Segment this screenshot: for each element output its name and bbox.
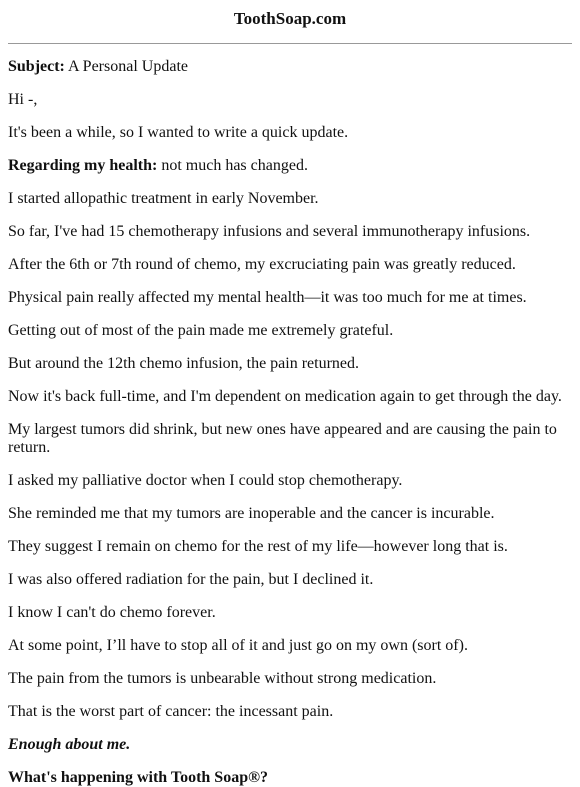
body-paragraph: But around the 12th chemo infusion, the pain returned. xyxy=(8,355,360,372)
body-paragraph: The pain from the tumors is unbearable without strong medication. xyxy=(8,670,437,687)
body-paragraph: I was also offered radiation for the pain, but I declined it. xyxy=(8,571,374,588)
body-paragraph: That is the worst part of cancer: the incessant pain. xyxy=(8,703,334,720)
health-text: not much has changed. xyxy=(157,157,308,174)
health-label: Regarding my health: xyxy=(8,157,158,174)
section-heading: What's happening with Tooth Soap®? xyxy=(8,769,269,786)
body-paragraph: At some point, I’ll have to stop all of it and just go on my own (sort of). xyxy=(8,637,468,654)
body-paragraph: My largest tumors did shrink, but new ones have appeared and are causing the pain to return. xyxy=(8,421,557,456)
body-paragraph: Physical pain really affected my mental health—it was too much for me at times. xyxy=(8,289,527,306)
body-paragraph: They suggest I remain on chemo for the rest of my life—however long that is. xyxy=(8,538,508,555)
subject-label: Subject: xyxy=(8,58,65,75)
body-paragraph: So far, I've had 15 chemotherapy infusions and several immunotherapy infusions. xyxy=(8,223,531,240)
intro-paragraph: It's been a while, so I wanted to write a quick update. xyxy=(8,124,349,141)
body-paragraph: She reminded me that my tumors are inoperable and the cancer is incurable. xyxy=(8,505,495,522)
body-paragraph: After the 6th or 7th round of chemo, my excruciating pain was greatly reduced. xyxy=(8,256,516,273)
body-paragraph: I asked my palliative doctor when I could stop chemotherapy. xyxy=(8,472,403,489)
body-paragraph: I know I can't do chemo forever. xyxy=(8,604,216,621)
closing-emphasis: Enough about me. xyxy=(8,736,131,753)
header-divider xyxy=(8,43,572,44)
health-paragraph xyxy=(8,157,572,175)
body-paragraph: Now it's back full-time, and I'm dependent on medication again to get through the day. xyxy=(8,388,562,405)
body-paragraph: I started allopathic treatment in early November. xyxy=(8,190,319,207)
subject-text: A Personal Update xyxy=(64,58,188,75)
greeting: Hi -, xyxy=(8,91,38,108)
body-paragraph: Getting out of most of the pain made me extremely grateful. xyxy=(8,322,394,339)
site-title: ToothSoap.com xyxy=(233,9,347,28)
email-body xyxy=(8,58,572,787)
subject-line xyxy=(8,58,572,76)
